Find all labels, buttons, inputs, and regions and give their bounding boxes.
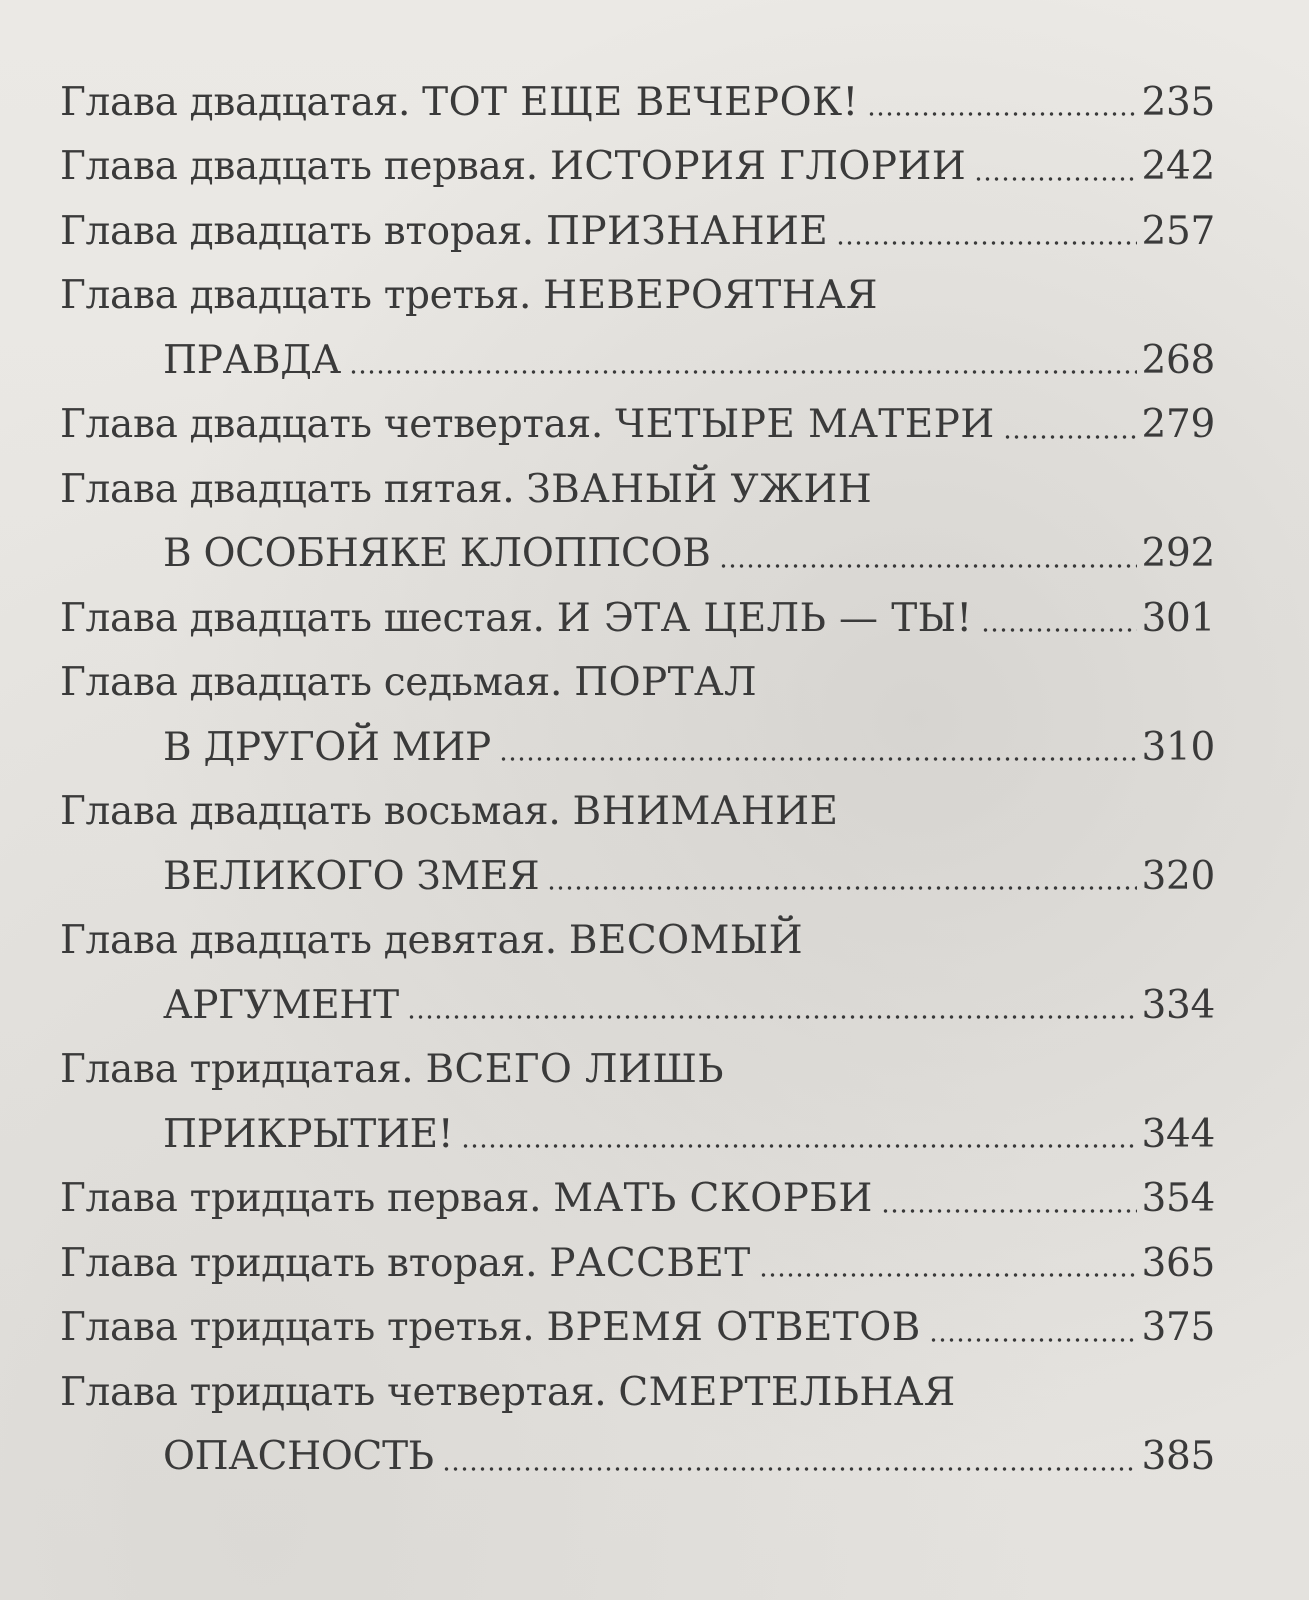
toc-entry xyxy=(60,909,1215,1038)
dot-leader xyxy=(1003,435,1138,439)
chapter-title: ЗВАНЫЙ УЖИН xyxy=(526,466,873,512)
page-number: 235 xyxy=(1141,79,1215,125)
chapter-label: Глава тридцать третья. xyxy=(60,1305,535,1351)
toc-line xyxy=(60,780,1215,845)
toc-entry xyxy=(60,393,1215,458)
chapter-title: ИСТОРИЯ ГЛОРИИ xyxy=(549,144,967,190)
chapter-title-continued: ПРИКРЫТИЕ! xyxy=(163,1111,454,1157)
toc-entry xyxy=(60,1360,1215,1489)
chapter-label: Глава двадцать первая. xyxy=(60,144,538,190)
chapter-title: СМЕРТЕЛЬНАЯ xyxy=(618,1369,956,1415)
toc-entry xyxy=(60,457,1215,586)
toc-line-continuation xyxy=(60,715,1215,780)
toc-entry xyxy=(60,264,1215,393)
dot-leader xyxy=(719,564,1138,568)
dot-leader xyxy=(881,1209,1138,1213)
chapter-title: И ЭТА ЦЕЛЬ — ТЫ! xyxy=(556,595,973,641)
dot-leader xyxy=(836,241,1137,245)
chapter-title-continued: ОПАСНОСТЬ xyxy=(163,1434,434,1480)
toc-line xyxy=(60,586,1215,651)
toc-entry xyxy=(60,651,1215,780)
toc-line-continuation xyxy=(60,1425,1215,1490)
dot-leader xyxy=(407,1015,1138,1019)
page-number: 279 xyxy=(1141,402,1215,448)
toc-entry xyxy=(60,780,1215,909)
page-number: 310 xyxy=(1141,724,1215,770)
chapter-heading xyxy=(60,1240,751,1286)
chapter-title: НЕВЕРОЯТНАЯ xyxy=(543,273,878,319)
page-number: 385 xyxy=(1141,1434,1215,1480)
page-number: 268 xyxy=(1141,337,1215,383)
toc-entry xyxy=(60,1038,1215,1167)
chapter-title: ПОРТАЛ xyxy=(574,660,757,706)
chapter-title-continued: ВЕЛИКОГО ЗМЕЯ xyxy=(163,853,540,899)
chapter-label: Глава тридцать первая. xyxy=(60,1176,542,1222)
toc-line xyxy=(60,457,1215,522)
chapter-title: ВСЕГО ЛИШЬ xyxy=(425,1047,724,1093)
chapter-label: Глава двадцать седьмая. xyxy=(60,660,563,706)
toc-line xyxy=(60,1231,1215,1296)
toc-line-continuation xyxy=(60,1102,1215,1167)
chapter-title-continued: В ОСОБНЯКЕ КЛОППСОВ xyxy=(163,531,711,577)
page-number: 301 xyxy=(1141,595,1215,641)
dot-leader xyxy=(981,628,1138,632)
chapter-label: Глава двадцать вторая. xyxy=(60,208,534,254)
chapter-label: Глава двадцать девятая. xyxy=(60,918,557,964)
toc-entry xyxy=(60,1296,1215,1361)
page-number: 375 xyxy=(1141,1305,1215,1351)
chapter-title: ВНИМАНИЕ xyxy=(572,789,839,835)
page-number: 344 xyxy=(1141,1111,1215,1157)
dot-leader xyxy=(759,1273,1138,1277)
toc-line xyxy=(60,199,1215,264)
toc-entry xyxy=(60,135,1215,200)
dot-leader xyxy=(442,1467,1138,1471)
toc-line-continuation xyxy=(60,973,1215,1038)
chapter-label: Глава двадцатая. xyxy=(60,79,411,125)
toc-line xyxy=(60,264,1215,329)
chapter-title: ПРИЗНАНИЕ xyxy=(545,208,829,254)
toc-line xyxy=(60,909,1215,974)
toc-line-continuation xyxy=(60,522,1215,587)
chapter-heading xyxy=(60,1369,956,1415)
dot-leader xyxy=(974,177,1137,181)
toc-entry xyxy=(60,199,1215,264)
toc-entry xyxy=(60,1167,1215,1232)
table-of-contents xyxy=(60,70,1215,1489)
chapter-label: Глава двадцать пятая. xyxy=(60,466,515,512)
toc-line xyxy=(60,1296,1215,1361)
page-number: 365 xyxy=(1141,1240,1215,1286)
chapter-title-continued: В ДРУГОЙ МИР xyxy=(163,724,491,770)
chapter-label: Глава тридцать четвертая. xyxy=(60,1369,607,1415)
page-number: 242 xyxy=(1141,144,1215,190)
dot-leader xyxy=(929,1338,1138,1342)
chapter-heading xyxy=(60,1305,921,1351)
page-number: 320 xyxy=(1141,853,1215,899)
toc-entry xyxy=(60,70,1215,135)
chapter-label: Глава тридцать вторая. xyxy=(60,1240,538,1286)
page-number: 292 xyxy=(1141,531,1215,577)
chapter-label: Глава двадцать четвертая. xyxy=(60,402,603,448)
chapter-label: Глава двадцать шестая. xyxy=(60,595,545,641)
toc-line-continuation xyxy=(60,328,1215,393)
toc-entry xyxy=(60,586,1215,651)
chapter-heading xyxy=(60,466,873,512)
chapter-heading xyxy=(60,1047,724,1093)
dot-leader xyxy=(547,886,1137,890)
dot-leader xyxy=(499,757,1137,761)
chapter-title: ЧЕТЫРЕ МАТЕРИ xyxy=(615,402,995,448)
chapter-title: ТОТ ЕЩЕ ВЕЧЕРОК! xyxy=(422,79,859,125)
chapter-title-continued: АРГУМЕНТ xyxy=(163,982,399,1028)
toc-line xyxy=(60,393,1215,458)
chapter-label: Глава двадцать третья. xyxy=(60,273,532,319)
chapter-heading xyxy=(60,660,757,706)
chapter-heading xyxy=(60,273,878,319)
chapter-title-continued: ПРАВДА xyxy=(163,337,341,383)
toc-line xyxy=(60,651,1215,716)
chapter-heading xyxy=(60,402,995,448)
chapter-heading xyxy=(60,595,973,641)
chapter-heading xyxy=(60,208,829,254)
chapter-label: Глава тридцатая. xyxy=(60,1047,414,1093)
toc-line-continuation xyxy=(60,844,1215,909)
toc-line xyxy=(60,135,1215,200)
chapter-heading xyxy=(60,1176,873,1222)
dot-leader xyxy=(461,1144,1137,1148)
page-number: 334 xyxy=(1141,982,1215,1028)
toc-line xyxy=(60,70,1215,135)
chapter-title: МАТЬ СКОРБИ xyxy=(553,1176,873,1222)
chapter-heading xyxy=(60,144,967,190)
page-number: 257 xyxy=(1141,208,1215,254)
page-number: 354 xyxy=(1141,1176,1215,1222)
toc-line xyxy=(60,1167,1215,1232)
toc-entry xyxy=(60,1231,1215,1296)
chapter-title: ВЕСОМЫЙ xyxy=(568,918,803,964)
chapter-heading xyxy=(60,79,859,125)
chapter-title: ВРЕМЯ ОТВЕТОВ xyxy=(546,1305,921,1351)
dot-leader xyxy=(349,370,1138,374)
chapter-heading xyxy=(60,918,803,964)
toc-line xyxy=(60,1038,1215,1103)
chapter-title: РАССВЕТ xyxy=(549,1240,751,1286)
chapter-heading xyxy=(60,789,839,835)
toc-line xyxy=(60,1360,1215,1425)
dot-leader xyxy=(867,112,1138,116)
chapter-label: Глава двадцать восьмая. xyxy=(60,789,561,835)
